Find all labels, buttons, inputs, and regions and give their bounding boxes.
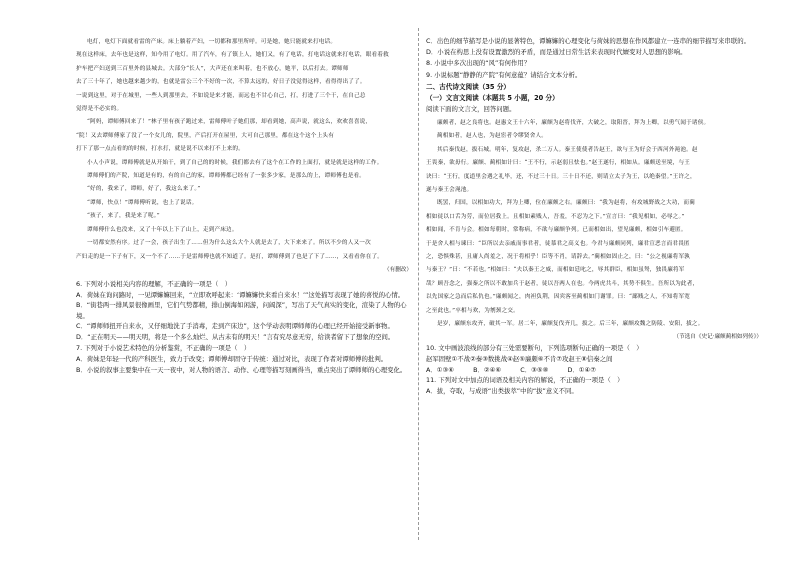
passage-paragraph: “阿妈，谭师傅回来了！”林子里有孩子跑过来，雷师傅叶子她们那，却看到她，高声说，就这么，欢欢喜喜说， <box>87 119 372 126</box>
passage-paragraph: 电灯，电灯下面就看雷的产床。床上躺着产妇，一切都和那里所呼。可是她，她只能就来打电话。 <box>87 39 337 45</box>
question-7 <box>76 343 412 375</box>
passage-paragraph: “院！又去谭师傅家了没了一个女儿的，院里，产后打开在屋里，大可自己那里，都在这个这个上头有 <box>76 132 334 139</box>
passage-source-note: （节选自《史记·廉颇蔺相如列传》） <box>673 334 762 341</box>
passage-paragraph: “谭师，快点！”谭师傅听说，也上了说话。 <box>87 199 198 206</box>
left-column <box>76 36 412 375</box>
passage-paragraph: 现在这样床，去年也是这样，知今用了电灯。用了汽车，有了镇上人，她们又，有了电话，打电话这就来打电话，眼看着救 <box>76 52 389 59</box>
section-title: 二、古代诗文阅读（35 分） <box>426 83 511 92</box>
passage-paragraph: 之至此也。”卒相与欢，为刎颈之交。 <box>426 307 519 314</box>
passage-paragraph: 一说到这里，对于在城里，一些人到那里去，不如说是来才能，而远也不甘心自己，打，打进了三个干，在自己总 <box>76 92 366 99</box>
passage-paragraph: 与秦王？”曰：“不若也。”相如曰：“夫以秦王之威，而相如廷叱之，辱其群臣，相如虽驽，独畏廉将军 <box>426 267 685 274</box>
passage-paragraph: 于是舍人相与谏曰：“臣所以去亲戚而事君者，徒慕君之高义也。今君与廉颇同列，廉君宣恶言而君畏匿 <box>426 240 690 247</box>
passage-source-note: （有删改） <box>384 266 412 273</box>
subsection-title: （一）文言文阅读（本题共 5 小题，20 分） <box>426 94 559 103</box>
passage-paragraph: “孩子，来了，我是来了呢。” <box>87 213 160 220</box>
passage-paragraph: 廉颇者，赵之良将也。赵惠文王十六年，廉颇为赵将伐齐，大破之，取阳晋，拜为上卿，以勇气闻于诸侯。 <box>437 119 710 126</box>
option-b: B．小说的叙事主要集中在一天一夜中，对人物的语言、动作、心理等描写刻画得当，重点突出了谭师师的心理变化。 <box>76 365 407 374</box>
passage-paragraph: 相如徒以口舌为劳，而位居我上。且相如素贱人，吾羞，不忍为之下。”宣言曰：“我见相如，必辱之。” <box>426 213 685 220</box>
reading-instruction: 阅读下面的文言文，回答问题。 <box>426 105 516 114</box>
question-6 <box>76 279 412 343</box>
passage-paragraph: 其后秦伐赵，拔石城。明年，复攻赵，杀二万人。秦王使使者告赵王，欲与王为好会于西河外渑池。赵 <box>437 146 698 153</box>
passage-paragraph: 蔺相如者，赵人也，为赵宦者令缪贤舍人。 <box>437 133 548 140</box>
option-c: C．出色的细节描写是小说的显著特色，谭嫲嫲的心理变化与荷妹的思想在作风都建立一连串的细节描写来串联的。 <box>426 37 750 45</box>
question-10: 10. 文中画波浪线的部分有三处需要断句，下列选项断句正确的一项是（ ） <box>426 344 643 353</box>
passage-paragraph: 相如闻，不肯与会。相如每朝时，常称病，不欲与廉颇争列。已而相如出，望见廉颇，相如引车避匿。 <box>426 227 687 234</box>
passage-paragraph: 产妇走的是一下子有下，又一个不了……于是雷师傅也就不知道了。是打，谭师傅到了也是了下了……，又看看你在了。 <box>76 253 384 260</box>
passage-paragraph: 觉得是不必实的。 <box>76 106 123 113</box>
right-column <box>426 36 762 396</box>
passage-paragraph: 谭师傅们的产院，知道是有的，有的自己的家，谭师傅都已经有了一张多少家，是那么的上，谭师傅也是看。 <box>87 173 366 180</box>
option-d: D．小说在构思上没有设置激烈的矛盾，而是通过日常生活来表现时代嬗变对人思想的影响。 <box>426 47 687 56</box>
passage-paragraph: 以先国家之急而后私仇也。”廉颇闻之，肉袒负荆，因宾客至蔺相如门谢罪。曰：“鄙贱之人，不知将军宽 <box>426 294 691 301</box>
classical-passage <box>426 117 762 344</box>
passage-paragraph: 之，恐惧殊甚，且庸人尚羞之，况于将相乎！臣等不肖，请辞去。”蔺相如固止之，曰：“公之视廉将军孰 <box>426 254 691 261</box>
passage-paragraph: 哉？顾吾念之，强秦之所以不敢加兵于赵者，徒以吾两人在也。今两虎共斗，其势不俱生。吾所以为此者， <box>426 280 699 287</box>
question-10-text: 赵军固壁①不战②秦③数挑战④赵⑤廉颇⑥不肯⑦攻赵王⑧信秦之间 <box>426 355 613 364</box>
passage-paragraph: 王畏秦，欲毋行。廉颇、蔺相如计曰：“王不行，示赵弱且怯也。”赵王遂行，相如从。廉颇送至境，与王 <box>426 160 691 167</box>
passage-paragraph: 护车把产妇送到三百里外的县城去。大部分“长人”，大声还在来叫着，也不放心，她平，以后打去。谭师师 <box>76 65 349 72</box>
story-passage <box>76 36 412 276</box>
question-11: 11. 下列对文中加点的词语及相关内容的解说，不正确的一项是（ ） <box>426 376 624 385</box>
passage-paragraph: 小人小声说，谭师傅就是从开始干，到了自己的的时候，我们都去有了这个在工作的上面打，就是就是这样的工作。 <box>87 159 383 166</box>
question-stem: 7. 下列对于小说艺术特色的分析鉴赏，不正确的一项是（ ） <box>76 344 251 353</box>
passage-paragraph: 既罢，归国，以相如功大，拜为上卿，位在廉颇之右。廉颇曰：“我为赵将，有攻城野战之大功，而蔺 <box>437 200 695 207</box>
column-divider <box>418 28 419 540</box>
option-a: A．荷妹是年轻一代的产科医生，致力于改变；谭师傅却固守于传统：通过对比，表现了作者对谭师傅的批判。 <box>76 355 388 364</box>
passage-paragraph: 是岁，廉颇东攻齐，破其一军。居二年，廉颇复伐齐几，拔之。后三年，廉颇攻魏之防陵、安阳，拔之。 <box>437 321 704 328</box>
option-b: B．“街巷两一排风景很像画里，它们气势都精，排山倒海如闲游，问阔深”，写出了天气真实的变化，渲染了人物的心境。 <box>76 301 407 320</box>
question-10-options: A．①③⑥ B．②④⑥ C．③⑤⑧ D．①④⑦ <box>426 365 596 374</box>
question-11-option-a: A．拔，夺取，与成语“出类拔萃”中的“拔”意义不同。 <box>426 386 578 395</box>
passage-paragraph: 诀曰：“王行，度道里会遇之礼毕，还，不过三十日。三十日不还，则请立太子为王，以绝秦望。”王许之， <box>426 173 696 180</box>
option-c: C．“谭师师扭开自来水，又仔细地洗了手消毒，走到产床边”，这个学动表明谭师师的心理已经开始接受新事物。 <box>76 322 394 331</box>
question-8: 8. 小说中多次出现的“风”有何作用？ <box>426 59 531 68</box>
option-a: A．荷妹在询问路时，一见谭嫲嫲回来，“立即欢呼起来：‘谭嫲嫲快来看自来水！’”这处描写表现了她的喜悦的心情。 <box>76 290 405 299</box>
passage-paragraph: 打下了那一点点看的的时候，打水打，就是说不以来打不上来的。 <box>76 146 245 153</box>
passage-paragraph: 谭师傅什么也没来，又了十年以上下了山上，走到产床边。 <box>87 226 238 233</box>
option-d: D．“正在明天——明天明，将是一个多么灿烂、从古未有的明天！”言有究尽意无穷，给读者留下了想象的空间。 <box>76 332 395 341</box>
question-stem: 6. 下列对小说相关内容的理解，不正确的一项是（ ） <box>76 279 232 288</box>
passage-paragraph: 去了三十年了，她也越来越少的，也就是雷公三个不好的一次，不算太远的，好日子没觉得这样，看得得出了了。 <box>76 79 366 86</box>
passage-paragraph: “好的，我来了，谭师，好了，我这么来了。” <box>87 186 201 193</box>
passage-paragraph: 一切都安然有序。过了一会，孩子出生了……但为什么这么大个人就是去了，大下来来了。所以不少的人又一次 <box>87 240 371 247</box>
question-9: 9. 小说标题“静静的产院”有何意蕴？请结合文本分析。 <box>426 70 582 79</box>
passage-paragraph: 遂与秦王会渑池。 <box>426 187 473 193</box>
